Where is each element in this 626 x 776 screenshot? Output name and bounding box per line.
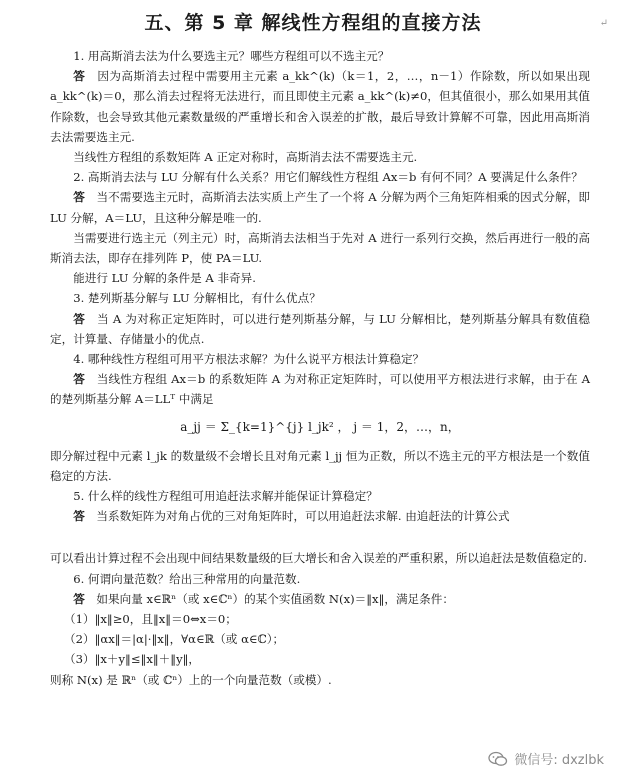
formula-gap [50, 526, 590, 548]
page-title: 五、第 5 章 解线性方程组的直接方法 [144, 12, 482, 34]
condition-1: （1）‖x‖≥0，且‖x‖＝0⇔x＝0； [64, 612, 237, 627]
answer-1-text: 因为高斯消去过程中需要用主元素 a_kk^(k)（k＝1，2，…，n－1）作除数，所以如果出现 a_kk^(k)＝0，那么消去过程将无法进行，而且即使主元素 a_kk^(k)≠0，但其值很小，那么如果用其值作除数，也会导致其他元素数量级的严重增长和舍入误差的扩散，最后导致计算解不可靠，因此用高斯消去法需要选主元. [50, 69, 590, 144]
answer-4 [50, 369, 590, 409]
answer-6-text: 如果向量 x∈ℝⁿ（或 x∈ℂⁿ）的某个实值函数 N(x)＝‖x‖，满足条件： [96, 591, 454, 606]
answer-label: 答 [73, 69, 86, 84]
question-2: 2. 高斯消去法与 LU 分解有什么关系？用它们解线性方程组 Ax＝b 有何不同？A 要满足什么条件？ [73, 170, 583, 185]
question-4: 4. 哪种线性方程组可用平方根法求解？为什么说平方根法计算稳定？ [73, 352, 425, 367]
answer-label: 答 [73, 591, 85, 606]
answer-2 [50, 187, 590, 227]
answer-label: 答 [73, 311, 86, 326]
note-2a: 当需要进行选主元（列主元）时，高斯消去法相当于先对 A 进行一系列行交换，然后再进行一般的高斯消去法，即存在排列阵 P，使 PA＝LU. [50, 230, 590, 266]
answer-4-text: 当线性方程组 Ax＝b 的系数矩阵 A 为对称正定矩阵时，可以使用平方根法进行求解，由于在 A 的楚列斯基分解 A＝LLᵀ 中满足 [50, 372, 590, 407]
question-3: 3. 楚列斯基分解与 LU 分解相比，有什么优点？ [73, 291, 321, 306]
conclusion-6: 则称 N(x) 是 ℝⁿ（或 ℂⁿ）上的一个向量范数（或模）. [50, 672, 332, 687]
answer-3 [50, 309, 590, 349]
watermark-text: 微信号: dxzlbk [514, 753, 604, 768]
condition-2: （2）‖αx‖＝|α|·‖x‖，∀α∈ℝ（或 α∈ℂ）； [64, 632, 285, 647]
document-body [50, 46, 590, 690]
note-5: 可以看出计算过程不会出现中间结果数量级的巨大增长和舍入误差的严重积累，所以追赶法是数值稳定的. [50, 551, 588, 566]
answer-2-text: 当不需要选主元时，高斯消去法实质上产生了一个将 A 分解为两个三角矩阵相乘的因式分解，即 LU 分解，A＝LU，且这种分解是唯一的. [50, 190, 590, 225]
question-6: 6. 何谓向量范数？给出三种常用的向量范数. [73, 571, 301, 586]
wechat-watermark [488, 749, 604, 768]
note-4: 即分解过程中元素 l_jk 的数量级不会增长且对角元素 l_jj 恒为正数，所以不选主元的平方根法是一个数值稳定的方法. [50, 448, 590, 483]
answer-5-text: 当系数矩阵为对角占优的三对角矩阵时，可以用追赶法求解. 由追赶法的计算公式 [96, 509, 510, 524]
note-1: 当线性方程组的系数矩阵 A 正定对称时，高斯消去法不需要选主元. [73, 150, 418, 165]
answer-label: 答 [73, 372, 85, 387]
answer-label: 答 [73, 190, 85, 205]
answer-label: 答 [73, 509, 85, 524]
question-1: 1. 用高斯消去法为什么要选主元？哪些方程组可以不选主元？ [73, 49, 390, 63]
paragraph-mark-icon: ↵ [599, 18, 608, 29]
answer-1 [50, 66, 590, 147]
answer-3-text: 当 A 为对称正定矩阵时，可以进行楚列斯基分解，与 LU 分解相比，楚列斯基分解具有数值稳定，计算量、存储量小的优点. [50, 311, 590, 346]
wechat-icon [488, 751, 508, 767]
answer-5 [50, 506, 590, 526]
answer-6 [50, 589, 590, 609]
cholesky-formula: a_jj ＝ Σ_{k=1}^{j} l_jk² ， j ＝ 1，2，…，n， [180, 419, 460, 434]
note-2b: 能进行 LU 分解的条件是 A 非奇异. [73, 271, 256, 286]
condition-3: （3）‖x＋y‖≤‖x‖＋‖y‖， [64, 652, 201, 667]
question-5: 5. 什么样的线性方程组可用追赶法求解并能保证计算稳定？ [73, 489, 378, 504]
